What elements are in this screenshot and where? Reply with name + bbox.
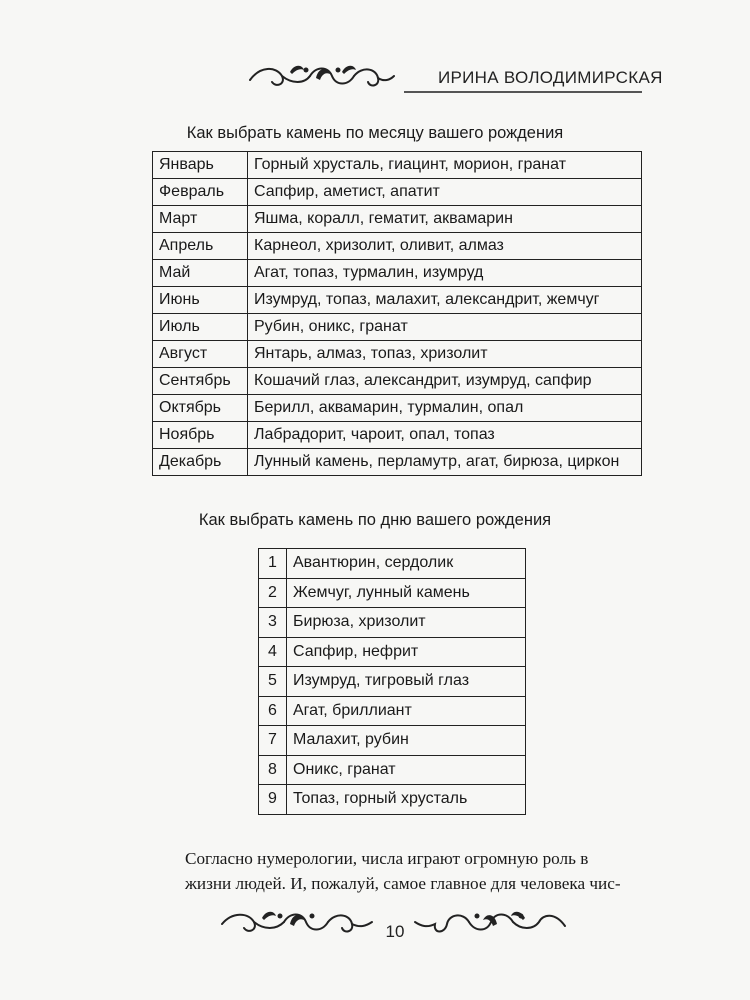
running-title: ИРИНА ВОЛОДИМИРСКАЯ — [438, 68, 663, 87]
stones-cell: Янтарь, алмаз, топаз, хризолит — [248, 341, 642, 368]
stones-cell: Изумруд, тигровый глаз — [287, 667, 526, 697]
stones-cell: Горный хрусталь, гиацинт, морион, гранат — [248, 152, 642, 179]
table-row — [153, 287, 642, 314]
stones-cell: Изумруд, топаз, малахит, александрит, жемчуг — [248, 287, 642, 314]
table-row — [259, 755, 526, 785]
day-cell: 5 — [259, 667, 287, 697]
table-row — [153, 179, 642, 206]
stones-cell: Малахит, рубин — [287, 726, 526, 756]
stones-cell: Оникс, гранат — [287, 755, 526, 785]
body-line: Согласно нумерологии, числа играют огромную роль в — [185, 849, 589, 868]
stones-cell: Лабрадорит, чароит, опал, топаз — [248, 422, 642, 449]
stones-cell: Агат, бриллиант — [287, 696, 526, 726]
table-row — [259, 667, 526, 697]
table-row — [153, 314, 642, 341]
stones-cell: Рубин, оникс, гранат — [248, 314, 642, 341]
stones-cell: Жемчуг, лунный камень — [287, 578, 526, 608]
day-cell: 6 — [259, 696, 287, 726]
table-row — [153, 368, 642, 395]
day-cell: 7 — [259, 726, 287, 756]
table-row — [153, 260, 642, 287]
table-row — [153, 341, 642, 368]
month-stones-table — [152, 151, 642, 476]
table-row — [259, 578, 526, 608]
body-line: жизни людей. И, пожалуй, самое главное для человека чис- — [185, 874, 621, 893]
stones-cell: Топаз, горный хрусталь — [287, 785, 526, 815]
table-row — [153, 449, 642, 476]
table-row — [153, 395, 642, 422]
stones-cell: Берилл, аквамарин, турмалин, опал — [248, 395, 642, 422]
day-cell: 1 — [259, 549, 287, 579]
stones-cell: Яшма, коралл, гематит, аквамарин — [248, 206, 642, 233]
page-number: 10 — [385, 922, 405, 941]
stones-cell: Агат, топаз, турмалин, изумруд — [248, 260, 642, 287]
month-cell: Сентябрь — [153, 368, 248, 395]
table-row — [153, 233, 642, 260]
day-table-title: Как выбрать камень по дню вашего рождения — [198, 511, 552, 529]
month-cell: Август — [153, 341, 248, 368]
footer-ornament-left-icon — [218, 904, 374, 940]
stones-cell: Сапфир, нефрит — [287, 637, 526, 667]
footer-ornament-right-icon — [413, 904, 569, 940]
table-row — [153, 152, 642, 179]
stones-cell: Авантюрин, сердолик — [287, 549, 526, 579]
month-cell: Июль — [153, 314, 248, 341]
month-cell: Апрель — [153, 233, 248, 260]
day-cell: 3 — [259, 608, 287, 638]
table-row — [259, 549, 526, 579]
table-row — [259, 608, 526, 638]
month-cell: Май — [153, 260, 248, 287]
stones-cell: Бирюза, хризолит — [287, 608, 526, 638]
header-rule — [404, 91, 642, 93]
header-ornament-icon — [246, 58, 396, 94]
stones-cell: Карнеол, хризолит, оливит, алмаз — [248, 233, 642, 260]
table-row — [153, 422, 642, 449]
month-cell: Декабрь — [153, 449, 248, 476]
month-cell: Ноябрь — [153, 422, 248, 449]
month-cell: Февраль — [153, 179, 248, 206]
stones-cell: Лунный камень, перламутр, агат, бирюза, циркон — [248, 449, 642, 476]
day-cell: 4 — [259, 637, 287, 667]
month-cell: Октябрь — [153, 395, 248, 422]
table-row — [153, 206, 642, 233]
stones-cell: Кошачий глаз, александрит, изумруд, сапфир — [248, 368, 642, 395]
body-paragraph — [185, 846, 640, 896]
day-cell: 9 — [259, 785, 287, 815]
month-cell: Март — [153, 206, 248, 233]
table-row — [259, 696, 526, 726]
month-cell: Январь — [153, 152, 248, 179]
day-stones-table — [258, 548, 526, 815]
month-table-title: Как выбрать камень по месяцу вашего рождения — [186, 124, 564, 142]
table-row — [259, 637, 526, 667]
table-row — [259, 785, 526, 815]
day-cell: 8 — [259, 755, 287, 785]
table-row — [259, 726, 526, 756]
month-cell: Июнь — [153, 287, 248, 314]
stones-cell: Сапфир, аметист, апатит — [248, 179, 642, 206]
day-cell: 2 — [259, 578, 287, 608]
